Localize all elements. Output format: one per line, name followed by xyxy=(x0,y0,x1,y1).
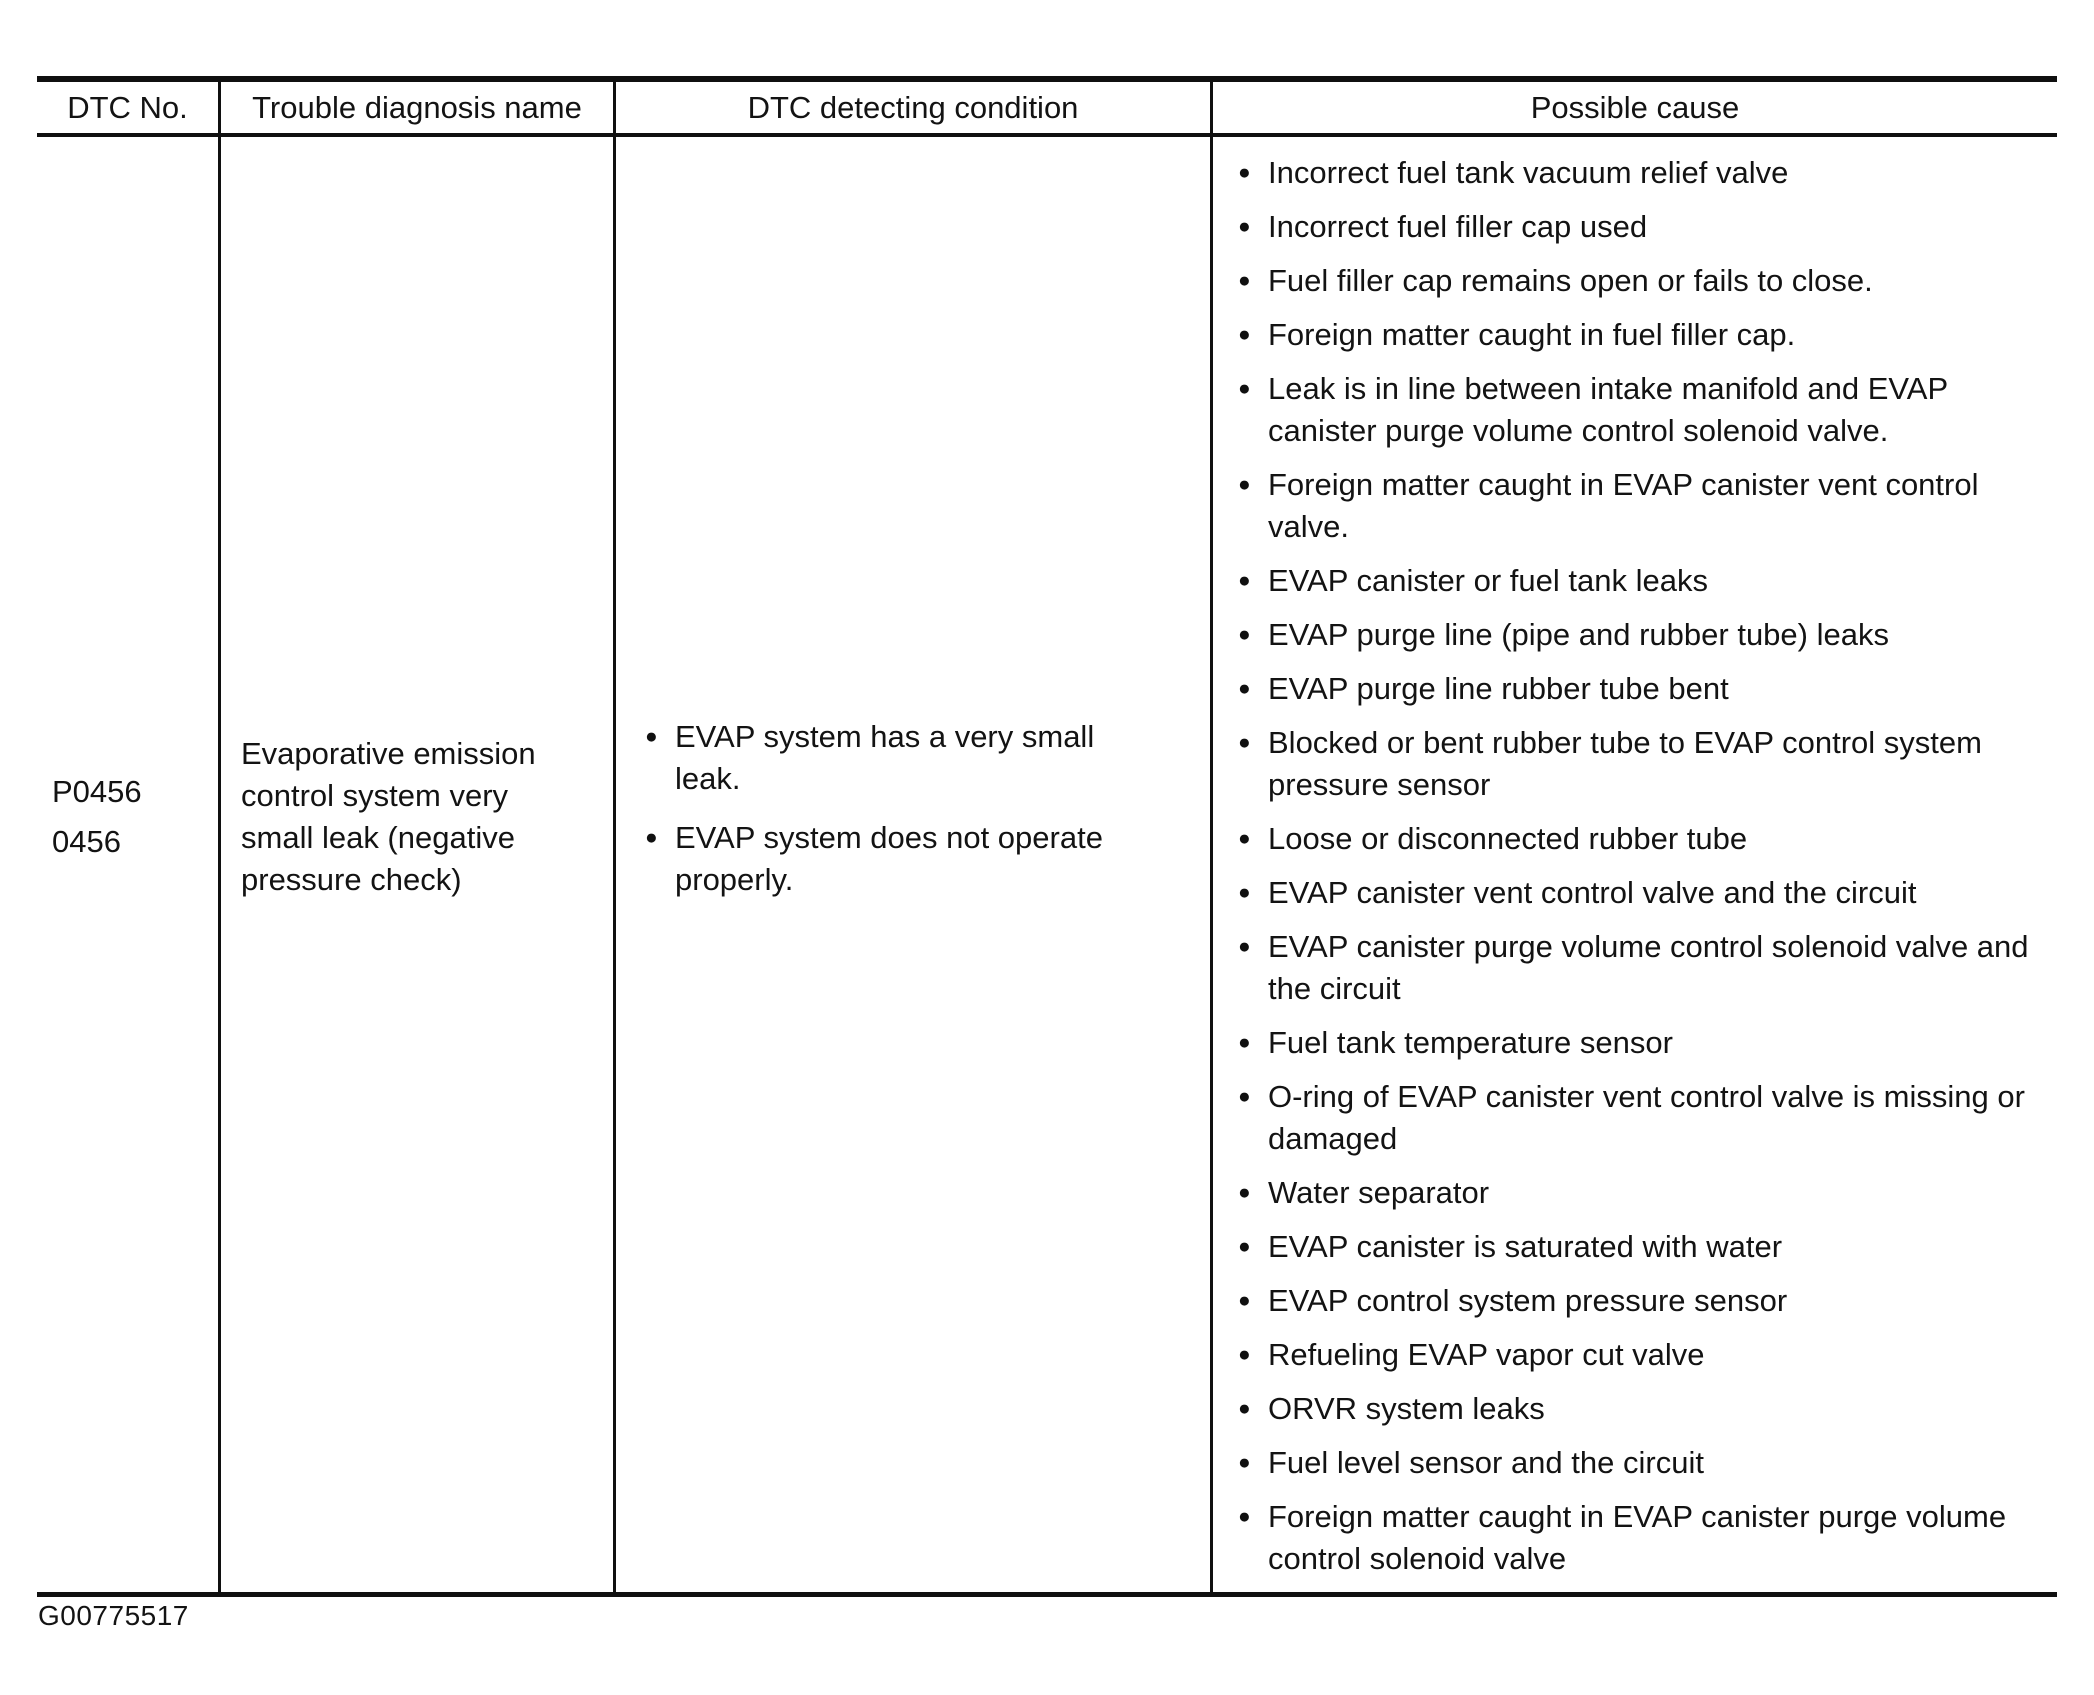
possible-cause-item xyxy=(1238,1172,2033,1214)
detecting-condition-text: EVAP system does not operate properly. xyxy=(675,819,1103,897)
cell-dtc-no xyxy=(37,137,218,1592)
possible-cause-item xyxy=(1238,668,2033,710)
dtc-code-line: 0456 xyxy=(52,823,121,859)
detecting-condition-item xyxy=(645,716,1152,800)
possible-cause-text: EVAP canister is saturated with water xyxy=(1268,1229,1783,1264)
possible-cause-item xyxy=(1238,1496,2033,1580)
bullet-icon: ● xyxy=(1238,215,1251,238)
bullet-icon: ● xyxy=(1238,1451,1251,1474)
bullet-icon: ● xyxy=(1238,161,1251,184)
dtc-code-line: P0456 xyxy=(52,773,142,809)
possible-cause-item xyxy=(1238,872,2033,914)
possible-cause-text: ORVR system leaks xyxy=(1268,1391,1545,1426)
cell-trouble-diagnosis-name xyxy=(218,137,613,1592)
possible-cause-item xyxy=(1238,1022,2033,1064)
bullet-icon: ● xyxy=(1238,269,1251,292)
possible-cause-text: Foreign matter caught in EVAP canister vent control valve. xyxy=(1268,467,1979,544)
possible-cause-text: Refueling EVAP vapor cut valve xyxy=(1268,1337,1705,1372)
possible-cause-item xyxy=(1238,152,2033,194)
possible-cause-text: O-ring of EVAP canister vent control valve is missing or damaged xyxy=(1268,1079,2025,1156)
possible-cause-text: EVAP purge line (pipe and rubber tube) leaks xyxy=(1268,617,1889,652)
detecting-condition-item xyxy=(645,817,1152,901)
cell-dtc-detecting-condition xyxy=(613,137,1210,1592)
header-possible-cause: Possible cause xyxy=(1210,82,2057,133)
possible-cause-text: Incorrect fuel filler cap used xyxy=(1268,209,1648,244)
possible-cause-item xyxy=(1238,1076,2033,1160)
possible-cause-text: Incorrect fuel tank vacuum relief valve xyxy=(1268,155,1789,190)
bullet-icon: ● xyxy=(1238,677,1251,700)
possible-cause-text: Foreign matter caught in EVAP canister purge volume control solenoid valve xyxy=(1268,1499,2007,1576)
possible-cause-item xyxy=(1238,464,2033,548)
possible-cause-list xyxy=(1213,137,2057,1580)
bullet-icon: ● xyxy=(1238,377,1251,400)
bullet-icon: ● xyxy=(1238,1289,1251,1312)
bullet-icon: ● xyxy=(1238,731,1251,754)
possible-cause-text: EVAP canister purge volume control solenoid valve and the circuit xyxy=(1268,929,2029,1006)
header-trouble-diagnosis-name: Trouble diagnosis name xyxy=(218,82,613,133)
possible-cause-text: Fuel filler cap remains open or fails to close. xyxy=(1268,263,1873,298)
possible-cause-text: EVAP canister vent control valve and the circuit xyxy=(1268,875,1917,910)
cell-possible-cause xyxy=(1210,137,2057,1592)
possible-cause-item xyxy=(1238,560,2033,602)
possible-cause-item xyxy=(1238,818,2033,860)
possible-cause-text: EVAP purge line rubber tube bent xyxy=(1268,671,1729,706)
possible-cause-item xyxy=(1238,1442,2033,1484)
possible-cause-item xyxy=(1238,722,2033,806)
detecting-condition-list xyxy=(616,716,1210,918)
possible-cause-text: Blocked or bent rubber tube to EVAP control system pressure sensor xyxy=(1268,725,1982,802)
possible-cause-item xyxy=(1238,1280,2033,1322)
bullet-icon: ● xyxy=(1238,569,1251,592)
possible-cause-text: Leak is in line between intake manifold and EVAP canister purge volume control solenoid valve. xyxy=(1268,371,1948,448)
possible-cause-item xyxy=(1238,368,2033,452)
bullet-icon: ● xyxy=(1238,1181,1251,1204)
figure-code: G00775517 xyxy=(38,1600,189,1631)
bullet-icon: ● xyxy=(645,724,658,748)
possible-cause-text: EVAP canister or fuel tank leaks xyxy=(1268,563,1708,598)
bullet-icon: ● xyxy=(1238,1505,1251,1528)
bullet-icon: ● xyxy=(1238,935,1251,958)
header-dtc-no: DTC No. xyxy=(67,89,188,125)
detecting-condition-text: EVAP system has a very small leak. xyxy=(675,718,1095,796)
possible-cause-item xyxy=(1238,1226,2033,1268)
possible-cause-text: Fuel tank temperature sensor xyxy=(1268,1025,1673,1060)
header-dtc-detecting-condition: DTC detecting condition xyxy=(613,82,1210,133)
possible-cause-text: Loose or disconnected rubber tube xyxy=(1268,821,1748,856)
possible-cause-item xyxy=(1238,614,2033,656)
possible-cause-text: EVAP control system pressure sensor xyxy=(1268,1283,1788,1318)
possible-cause-item xyxy=(1238,206,2033,248)
bullet-icon: ● xyxy=(1238,623,1251,646)
bullet-icon: ● xyxy=(1238,1397,1251,1420)
bullet-icon: ● xyxy=(1238,1343,1251,1366)
bullet-icon: ● xyxy=(1238,1235,1251,1258)
possible-cause-item xyxy=(1238,1388,2033,1430)
possible-cause-item xyxy=(1238,314,2033,356)
possible-cause-item xyxy=(1238,260,2033,302)
bullet-icon: ● xyxy=(1238,323,1251,346)
table-body-row xyxy=(37,137,2057,1592)
possible-cause-item xyxy=(1238,1334,2033,1376)
table-header-row xyxy=(37,82,2057,137)
bullet-icon: ● xyxy=(1238,881,1251,904)
possible-cause-item xyxy=(1238,926,2033,1010)
possible-cause-text: Foreign matter caught in fuel filler cap. xyxy=(1268,317,1796,352)
bullet-icon: ● xyxy=(1238,1031,1251,1054)
bullet-icon: ● xyxy=(1238,473,1251,496)
bullet-icon: ● xyxy=(1238,1085,1251,1108)
bullet-icon: ● xyxy=(1238,827,1251,850)
bullet-icon: ● xyxy=(645,825,658,849)
possible-cause-text: Fuel level sensor and the circuit xyxy=(1268,1445,1704,1480)
dtc-table xyxy=(37,76,2057,1597)
trouble-diagnosis-text: Evaporative emission control system very small leak (negative pressure check) xyxy=(241,735,536,897)
possible-cause-text: Water separator xyxy=(1268,1175,1490,1210)
